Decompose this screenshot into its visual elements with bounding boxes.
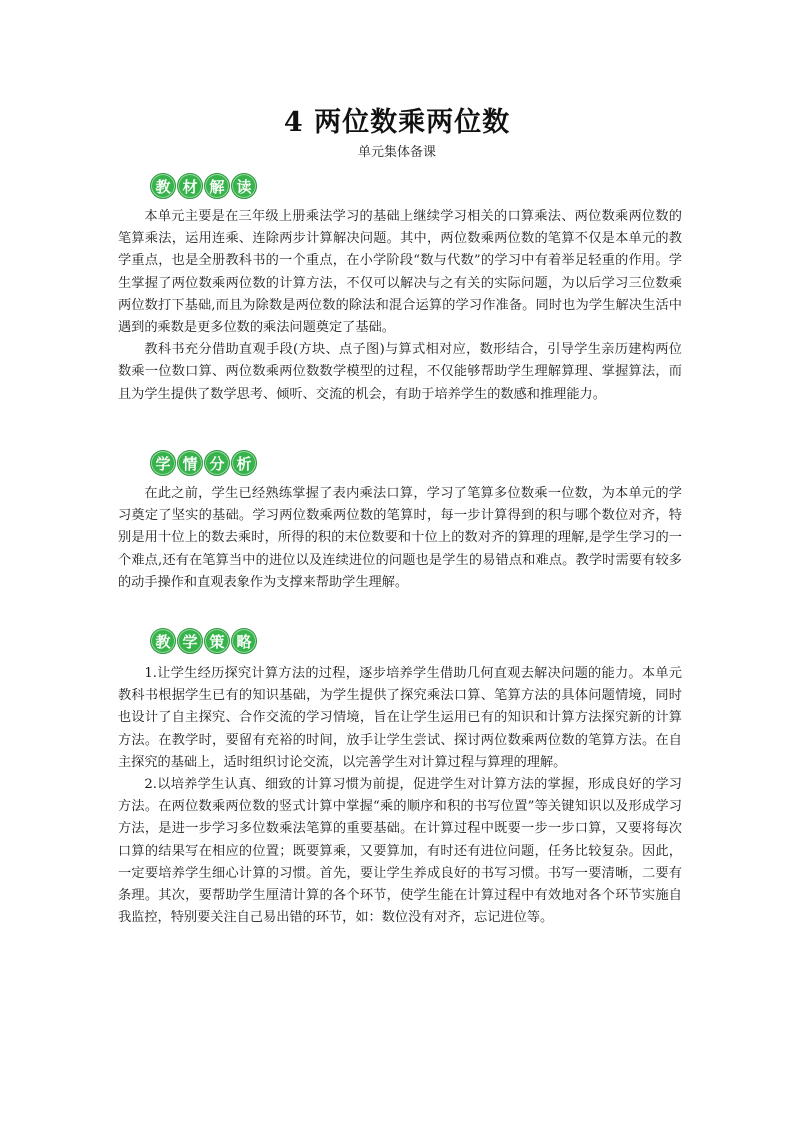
paragraph: 教科书充分借助直观手段(方块、点子图)与算式相对应，数形结合，引导学生亲历建构两位数乘一位数口算、两位数乘两位数数学模型的过程，不仅能够帮助学生理解算理、掌握算法，而且为学生提供了数学思考、倾听、交流的机会，有助于培养学生的数感和推理能力。 <box>118 342 682 402</box>
section-badge-student-analysis <box>150 449 257 477</box>
section-badge-teaching-strategy <box>150 627 257 655</box>
badge-char: 材 <box>177 173 203 199</box>
section-student-analysis <box>118 483 682 594</box>
badge-char: 学 <box>150 450 176 476</box>
page-title: 4 两位数乘两位数 <box>283 107 511 138</box>
badge-char: 析 <box>231 450 257 476</box>
badge-char: 略 <box>231 628 257 654</box>
paragraph: 1.让学生经历探究计算方法的过程，逐步培养学生借助几何直观去解决问题的能力。本单元教科书根据学生已有的知识基础，为学生提供了探究乘法口算、笔算方法的具体问题情境，同时也设计了自主探究、合作交流的学习情境，旨在让学生运用已有的知识和计算方法探究新的计算方法。在教学时，要留有充裕的时间，放手让学生尝试、探讨两位数乘两位数的笔算方法。在自主探究的基础上，适时组织讨论交流，以完善学生对计算过程与算理的理解。 <box>118 666 682 770</box>
paragraph: 本单元主要是在三年级上册乘法学习的基础上继续学习相关的口算乘法、两位数乘两位数的笔算乘法，运用连乘、连除两步计算解决问题。其中，两位数乘两位数的笔算不仅是本单元的教学重点，也是全册教科书的一个重点，在小学阶段“数与代数”的学习中有着举足轻重的作用。学生掌握了两位数乘两位数的计算方法，不仅可以解决与之有关的实际问题，为以后学习三位数乘两位数打下基础,而且为除数是两位数的除法和混合运算的学习作准备。同时也为学生解决生活中遇到的乘数是更多位数的乘法问题奠定了基础。 <box>118 209 682 336</box>
page-subtitle: 单元集体备课 <box>357 145 436 160</box>
badge-char: 情 <box>177 450 203 476</box>
badge-char: 教 <box>150 173 176 199</box>
paragraph: 在此之前，学生已经熟练掌握了表内乘法口算，学习了笔算多位数乘一位数，为本单元的学习奠定了坚实的基础。学习两位数乘两位数的笔算时，每一步计算得到的积与哪个数位对齐，特别是用十位上的数去乘时，所得的积的末位数要和十位上的数对齐的算理的理解,是学生学习的一个难点,还有在笔算当中的进位以及连续进位的问题也是学生的易错点和难点。教学时需要有较多的动手操作和直观表象作为支撑来帮助学生理解。 <box>118 486 682 590</box>
section-badge-textbook-interpretation <box>150 172 257 200</box>
badge-char: 解 <box>204 173 230 199</box>
badge-char: 学 <box>177 628 203 654</box>
badge-char: 读 <box>231 173 257 199</box>
badge-char: 分 <box>204 450 230 476</box>
section-teaching-strategy <box>118 663 682 929</box>
section-textbook-interpretation <box>118 206 682 406</box>
badge-char: 教 <box>150 628 176 654</box>
paragraph: 2.以培养学生认真、细致的计算习惯为前提，促进学生对计算方法的掌握，形成良好的学习方法。在两位数乘两位数的竖式计算中掌握“乘的顺序和积的书写位置”等关键知识以及形成学习方法，是进一步学习多位数乘法笔算的重要基础。在计算过程中既要一步一步口算，又要将每次口算的结果写在相应的位置；既要算乘，又要算加，有时还有进位问题，任务比较复杂。因此，一定要培养学生细心计算的习惯。首先，要让学生养成良好的书写习惯。书写一要清晰，二要有条理。其次，要帮助学生厘清计算的各个环节，使学生能在计算过程中有效地对各个环节实施自我监控，特别要关注自己易出错的环节，如：数位没有对齐，忘记进位等。 <box>118 777 682 926</box>
badge-char: 策 <box>204 628 230 654</box>
